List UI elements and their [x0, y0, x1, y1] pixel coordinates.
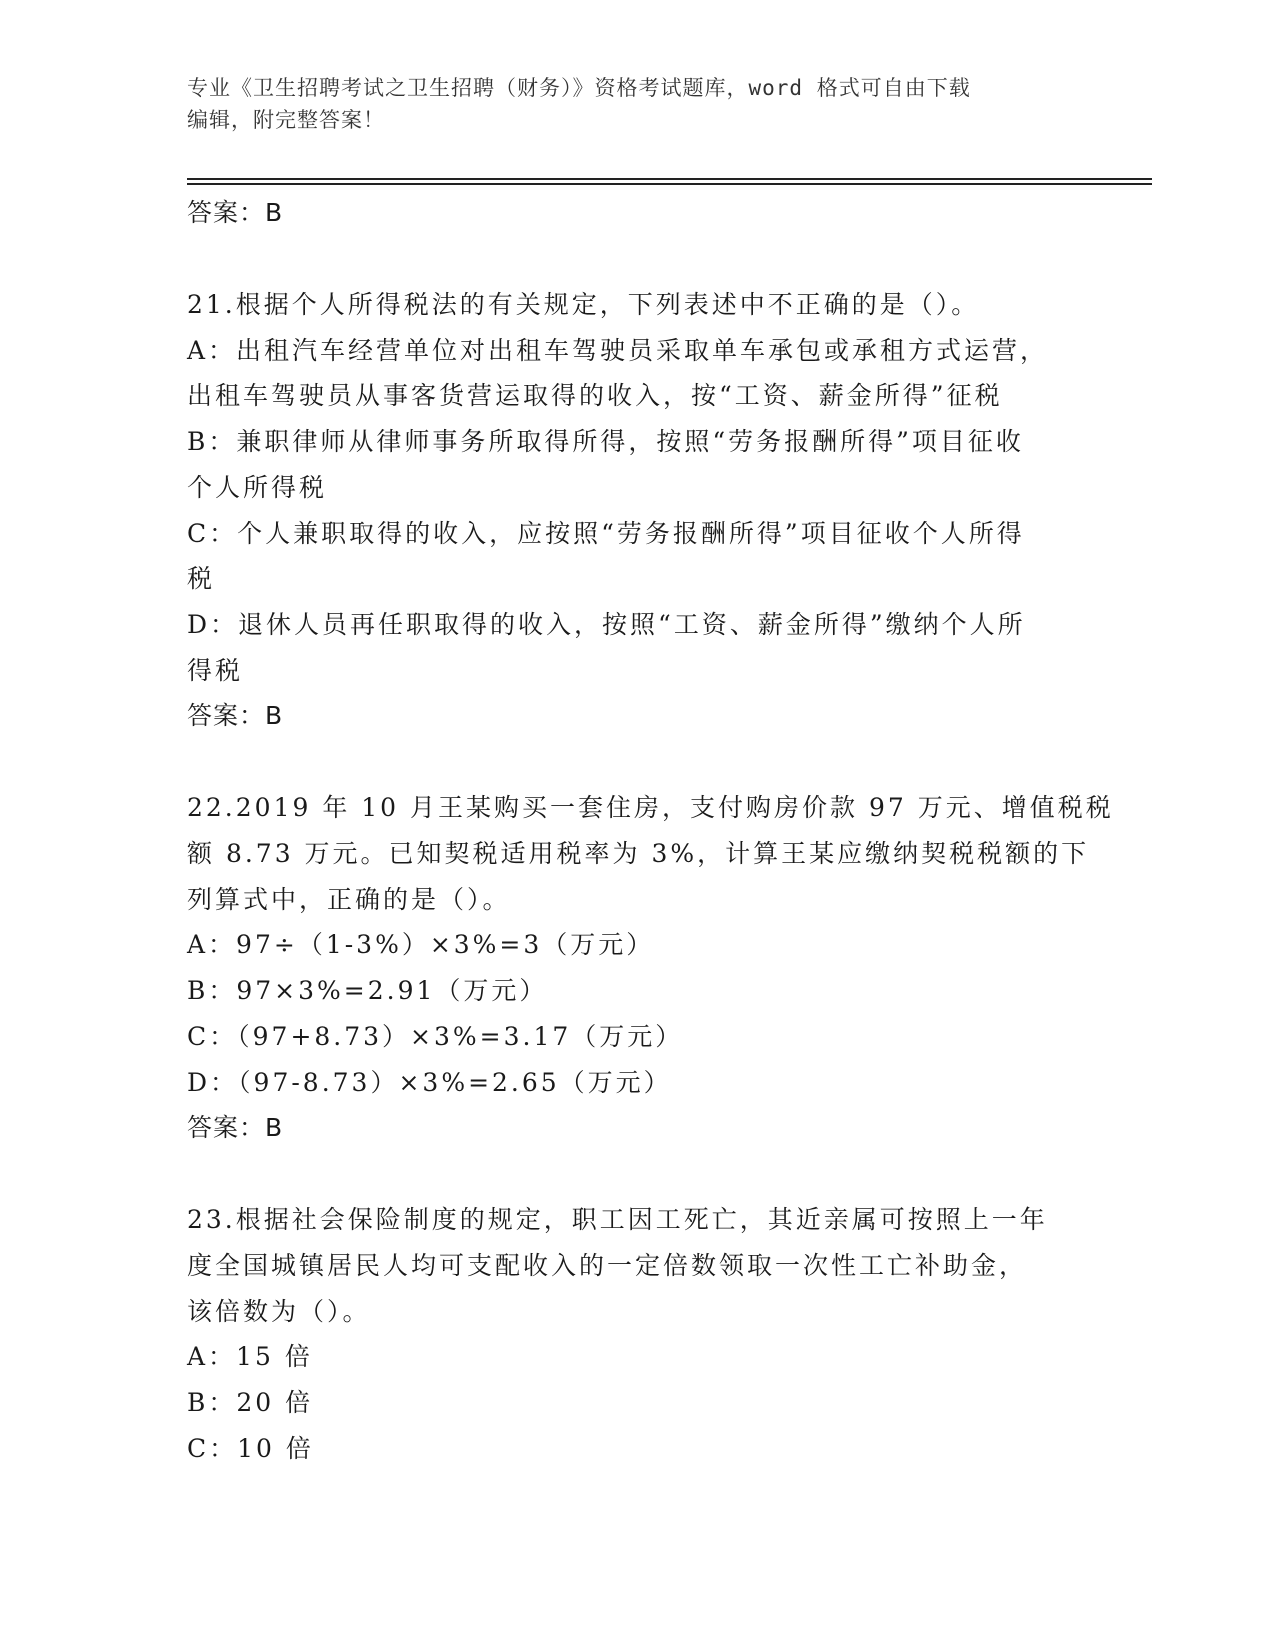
option-b-continued: 个人所得税 [187, 472, 328, 502]
question-22 [187, 785, 1114, 1151]
option-b: B：20 倍 [187, 1388, 314, 1418]
option-c: C：（97+8.73）×3%=3.17（万元） [187, 1021, 684, 1051]
document-body [187, 190, 1114, 1471]
header-divider-bottom [187, 183, 1152, 185]
answer-line: 答案：B [187, 1113, 284, 1143]
header-line-2: 编辑，附完整答案！ [187, 108, 385, 132]
question-text-continued: 度全国城镇居民人均可支配收入的一定倍数领取一次性工亡补助金， [187, 1250, 1028, 1280]
header-line-1: 专业《卫生招聘考试之卫生招聘（财务）》资格考试题库，word 格式可自由下载 [187, 76, 971, 100]
answer-line: 答案：B [187, 198, 284, 227]
answer-line: 答案：B [187, 701, 284, 731]
question-text-continued: 额 8.73 万元。已知契税适用税率为 3%，计算王某应缴纳契税税额的下 [187, 839, 1090, 869]
page-header [187, 72, 1067, 136]
question-text-continued: 列算式中，正确的是（）。 [187, 884, 511, 914]
option-d: D：退休人员再任职取得的收入，按照“工资、薪金所得”缴纳个人所 [187, 609, 1026, 639]
question-text: 23.根据社会保险制度的规定，职工因工死亡，其近亲属可按照上一年 [187, 1205, 1048, 1235]
option-c: C：10 倍 [187, 1433, 314, 1463]
question-text: 21.根据个人所得税法的有关规定，下列表述中不正确的是（）。 [187, 290, 980, 319]
question-text: 22.2019 年 10 月王某购买一套住房，支付购房价款 97 万元、增值税税 [187, 793, 1114, 823]
option-b: B：兼职律师从律师事务所取得所得，按照“劳务报酬所得”项目征收 [187, 427, 1024, 457]
option-d: D：（97-8.73）×3%=2.65（万元） [187, 1067, 672, 1097]
option-a: A：出租汽车经营单位对出租车驾驶员采取单车承包或承租方式运营， [187, 335, 1049, 365]
header-divider-top [187, 178, 1152, 180]
option-d-continued: 得税 [187, 655, 244, 685]
spacer [187, 739, 1087, 785]
option-b: B：97×3%=2.91（万元） [187, 976, 548, 1006]
question-23 [187, 1197, 1087, 1471]
spacer [187, 1151, 1087, 1197]
option-a-continued: 出租车驾驶员从事客货营运取得的收入，按“工资、薪金所得”征税 [187, 381, 1003, 411]
option-c: C：个人兼职取得的收入，应按照“劳务报酬所得”项目征收个人所得 [187, 518, 1025, 548]
question-21 [187, 282, 1087, 739]
option-c-continued: 税 [187, 564, 216, 594]
option-a: A：15 倍 [187, 1342, 313, 1372]
question-text-continued: 该倍数为（）。 [187, 1296, 371, 1326]
option-a: A：97÷（1-3%）×3%=3（万元） [187, 930, 655, 960]
spacer [187, 236, 1087, 282]
